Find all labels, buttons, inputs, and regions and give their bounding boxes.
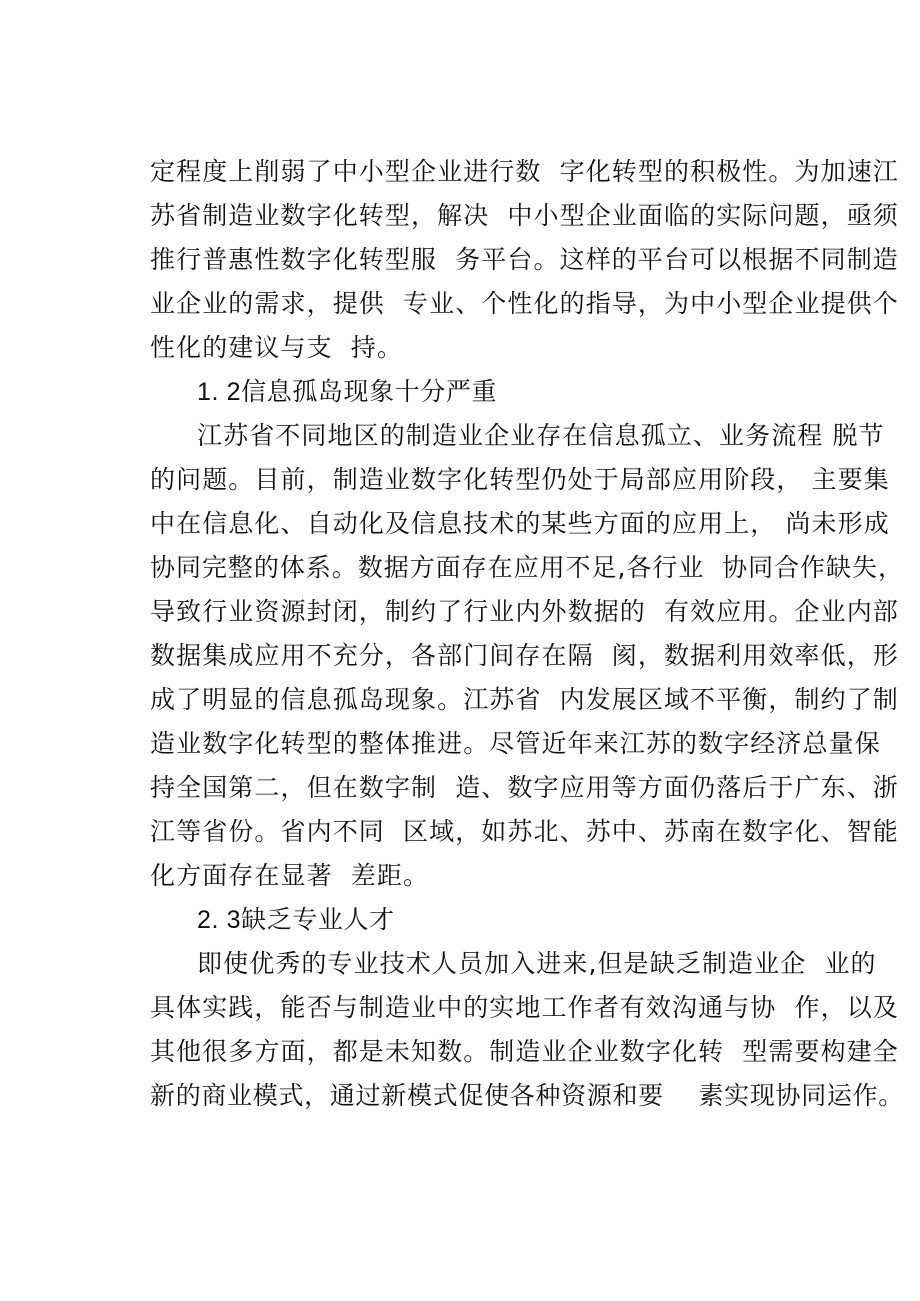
paragraph-line: 导致行业资源封闭，制约了行业内外数据的 有效应用。企业内部: [150, 597, 899, 626]
paragraph-line: 成了明显的信息孤岛现象。江苏省 内发展区域不平衡，制约了制: [150, 685, 899, 714]
paragraph-line: 其他很多方面，都是未知数。制造业企业数字化转 型需要构建全: [150, 1037, 899, 1066]
paragraph-line: 江等省份。省内不同 区域，如苏北、苏中、苏南在数字化、智能: [150, 817, 899, 846]
paragraph-line: 性化的建议与支 持。: [150, 333, 403, 362]
paragraph-line: 推行普惠性数字化转型服 务平台。这样的平台可以根据不同制造: [150, 245, 899, 274]
section-heading-2-3: 2. 3缺乏专业人才: [197, 906, 395, 934]
paragraph-line: 数据集成应用不充分，各部门间存在隔 阂，数据利用效率低，形: [150, 641, 899, 670]
paragraph-line: 苏省制造业数字化转型，解决 中小型企业面临的实际问题，亟须: [150, 201, 899, 230]
paragraph-line: 即使优秀的专业技术人员加入进来,但是缺乏制造业企 业的: [197, 949, 877, 978]
paragraph-line: 江苏省不同地区的制造业企业存在信息孤立、业务流程 脱节: [197, 421, 885, 450]
paragraph-line: 持全国第二，但在数字制 造、数字应用等方面仍落后于广东、浙: [150, 773, 899, 802]
paragraph-line: 的问题。目前，制造业数字化转型仍处于局部应用阶段， 主要集: [150, 465, 890, 494]
paragraph-line: 新的商业模式，通过新模式促使各种资源和要 素实现协同运作。: [150, 1081, 904, 1110]
paragraph-line: 化方面存在显著 差距。: [150, 861, 430, 890]
section-heading-1-2: 1. 2信息孤岛现象十分严重: [197, 378, 498, 406]
paragraph-line: 协同完整的体系。数据方面存在应用不足,各行业 协同合作缺失，: [150, 553, 904, 582]
paragraph-line: 中在信息化、自动化及信息技术的某些方面的应用上， 尚未形成: [150, 509, 890, 538]
paragraph-line: 造业数字化转型的整体推进。尽管近年来江苏的数字经济总量保: [150, 729, 881, 758]
paragraph-line: 具体实践，能否与制造业中的实地工作者有效沟通与协 作，以及: [150, 993, 899, 1022]
paragraph-line: 业企业的需求，提供 专业、个性化的指导，为中小型企业提供个: [150, 289, 899, 318]
paragraph-line: 定程度上削弱了中小型企业进行数 字化转型的积极性。为加速江: [150, 157, 899, 186]
